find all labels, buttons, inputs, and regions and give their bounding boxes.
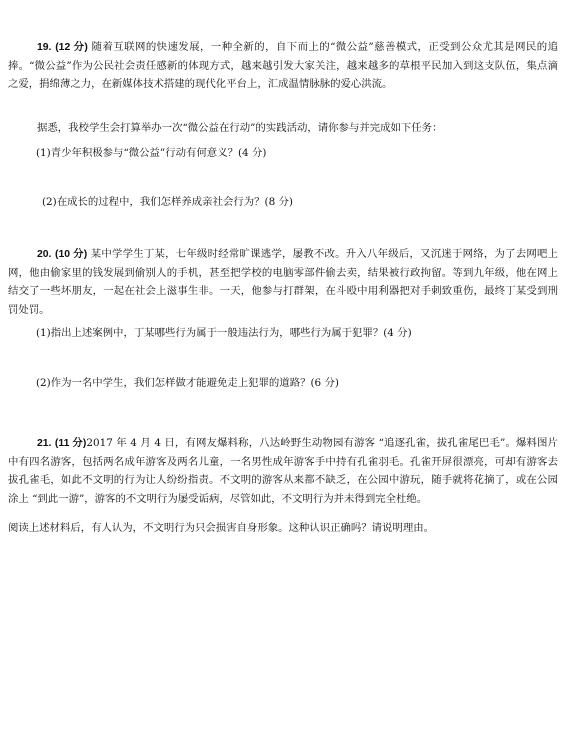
q21-paragraph	[8, 434, 558, 508]
q20-number: 20.	[37, 249, 52, 260]
q19-points: (12 分)	[55, 42, 88, 53]
q19-intro: 据悉，我校学生会打算举办一次“微公益在行动”的实践活动，请你参与并完成如下任务：	[37, 122, 443, 134]
q21-question: 阅读上述材料后，有人认为，不文明行为只会损害自身形象。这种认识正确吗？请说明理由。	[8, 522, 435, 534]
q20-body: 某中学学生丁某，七年级时经常旷课逃学，屡教不改。升入八年级后，又沉迷于网络，为了去网吧上网，他由偷家里的钱发展到偷别人的手机，甚至把学校的电脑零部件偷去卖，结果被行政拘留。等到九年级，他在网上结交了一些坏朋友，一起在社会上滋事生非。一天，他参与打群架，在斗殴中用利器把对手刺致重伤，最终丁某受到刑罚处罚。	[8, 248, 558, 316]
q21-points: (11 分)	[54, 438, 87, 449]
q19-sub1: (1)青少年积极参与“微公益”行动有何意义？(4 分)	[36, 147, 267, 159]
q19-number: 19.	[37, 42, 52, 53]
q19-sub2: (2)在成长的过程中，我们怎样养成亲社会行为？(8 分)	[42, 196, 293, 208]
q20-paragraph	[8, 245, 558, 319]
q21-number: 21.	[37, 438, 52, 449]
q20-sub2: (2)作为一名中学生，我们怎样做才能避免走上犯罪的道路？(6 分)	[36, 377, 339, 389]
q19-paragraph	[8, 38, 558, 94]
q19-body: 随着互联网的快速发展，一种全新的，自下而上的“微公益”慈善模式，正受到公众尤其是网民的追捧。“微公益”作为公民社会责任感新的体现方式，越来越引发大家关注，越来越多的草根平民加入到这支队伍，集点滴之爱，捐绵薄之力，在新媒体技术搭建的现代化平台上，汇成温情脉脉的爱心洪流。	[8, 41, 558, 91]
q20-sub1: (1)指出上述案例中，丁某哪些行为属于一般违法行为，哪些行为属于犯罪？(4 分)	[36, 327, 412, 339]
q20-points: (10 分)	[55, 249, 88, 260]
q21-body: 2017 年 4 月 4 日，有网友爆料称，八达岭野生动物园有游客 “追逐孔雀，拔孔雀尾巴毛”。爆料图片中有四名游客，包括两名成年游客及两名儿童，一名男性成年游客手中持有孔雀羽毛。孔雀开屏很漂亮，可却有游客去拔孔雀毛，如此不文明的行为让人纷纷指责。不文明的游客从来都不缺乏，在公园中游玩，随手就将花摘了，或在公园涂上 “到此一游”，游客的不文明行为屡受诟病，尽管如此，不文明行为并未得到完全杜绝。	[8, 437, 558, 505]
